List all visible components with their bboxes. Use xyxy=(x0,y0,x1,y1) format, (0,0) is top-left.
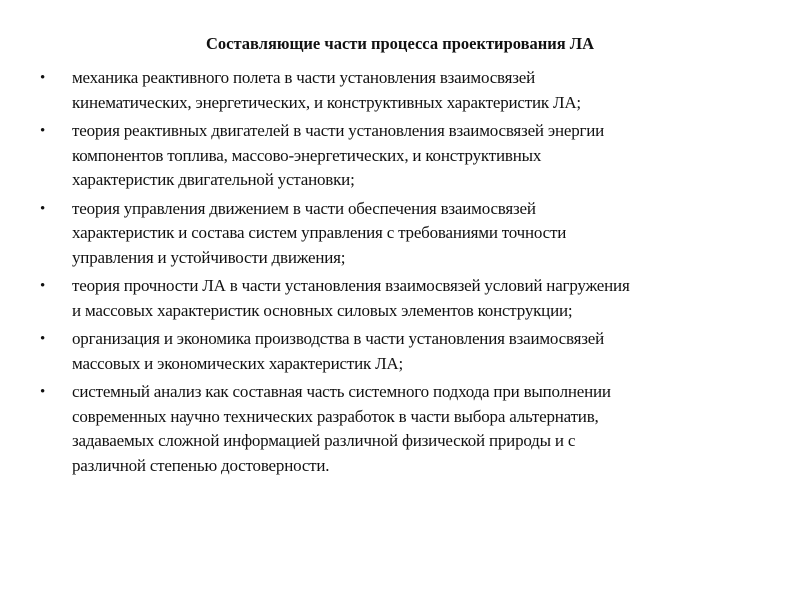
bullet-icon: • xyxy=(40,384,46,400)
list-item-text-line: задаваемых сложной информацией различной физической природы и с xyxy=(72,431,576,450)
bullet-icon: • xyxy=(40,331,46,347)
list-item-text-line: различной степенью достоверности. xyxy=(72,455,330,475)
bullet-icon: • xyxy=(40,123,46,139)
list-item xyxy=(40,197,780,271)
list-item-text-line: характеристик двигательной установки; xyxy=(72,170,355,189)
list-item-text-line: современных научно технических разработок в части выбора альтернатив, xyxy=(72,406,599,426)
list-item-text-line: управления и устойчивости движения; xyxy=(72,247,346,267)
list-item-text-line: кинематических, энергетических, и конструктивных характеристик ЛА; xyxy=(72,92,581,112)
list-item-text-line: системный анализ как составная часть системного подхода при выполнении xyxy=(72,382,611,401)
list-item xyxy=(40,327,780,376)
list-item xyxy=(40,66,780,115)
bullet-icon: • xyxy=(40,70,46,86)
list-item xyxy=(40,274,780,323)
bullet-icon: • xyxy=(40,200,46,217)
bullet-icon: • xyxy=(40,278,46,294)
list-item-text-line: организация и экономика производства в части установления взаимосвязей xyxy=(72,329,604,348)
list-item-text-line: характеристик и состава систем управления с требованиями точности xyxy=(72,223,567,242)
list-item-text-line: теория реактивных двигателей в части установления взаимосвязей энергии xyxy=(72,121,605,140)
slide-title: Составляющие части процесса проектирования ЛА xyxy=(205,34,595,53)
list-item-text-line: компонентов топлива, массово-энергетических, и конструктивных xyxy=(72,145,542,165)
list-item-text-line: теория управления движением в части обеспечения взаимосвязей xyxy=(72,198,536,218)
list-item-text-line: массовых и экономических характеристик ЛА; xyxy=(72,353,404,373)
list-item-text-line: механика реактивного полета в части установления взаимосвязей xyxy=(72,68,536,87)
list-item-text-line: и массовых характеристик основных силовых элементов конструкции; xyxy=(72,300,573,320)
list-item-text-line: теория прочности ЛА в части установления взаимосвязей условий нагружения xyxy=(72,276,630,295)
bullet-list xyxy=(40,66,780,482)
list-item xyxy=(40,380,780,478)
list-item xyxy=(40,119,780,193)
